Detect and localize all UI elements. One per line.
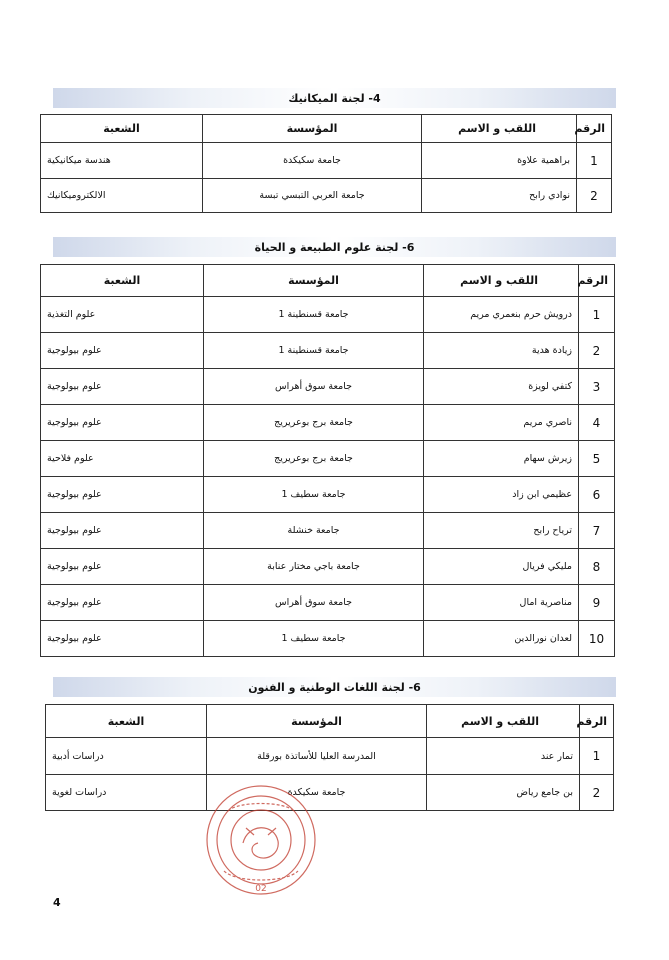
cell-name: تمار عند <box>427 738 580 775</box>
cell-institution: المدرسة العليا للأساتذة بورقلة <box>207 738 427 775</box>
cell-name: مليكي فريال <box>424 549 579 585</box>
cell-num: 3 <box>579 369 615 405</box>
cell-specialty: علوم بيولوجية <box>41 621 204 657</box>
cell-specialty: دراسات لغوية <box>46 775 207 811</box>
official-stamp <box>188 783 334 897</box>
cell-institution: جامعة سوق أهراس <box>204 585 424 621</box>
cell-institution: جامعة قسنطينة 1 <box>204 297 424 333</box>
header-name: اللقب و الاسم <box>427 705 580 738</box>
cell-num: 8 <box>579 549 615 585</box>
life-sciences-table <box>40 264 615 657</box>
cell-num: 10 <box>579 621 615 657</box>
cell-num: 1 <box>580 738 614 775</box>
cell-name: درويش حرم بنعمري مريم <box>424 297 579 333</box>
cell-institution: جامعة برج بوعريريج <box>204 441 424 477</box>
table-row <box>41 333 615 369</box>
table-row <box>41 405 615 441</box>
cell-num: 2 <box>577 179 612 213</box>
header-name: اللقب و الاسم <box>422 115 577 143</box>
cell-name: كتفي لويزة <box>424 369 579 405</box>
table-header-row <box>41 115 612 143</box>
cell-num: 2 <box>580 775 614 811</box>
table-row <box>41 143 612 179</box>
table-header-row <box>41 265 615 297</box>
header-num: الرقم <box>579 265 615 297</box>
cell-specialty: علوم بيولوجية <box>41 369 204 405</box>
cell-num: 6 <box>579 477 615 513</box>
cell-institution: جامعة سكيكدة <box>203 143 422 179</box>
cell-specialty: دراسات أدبية <box>46 738 207 775</box>
header-specialty: الشعبة <box>41 115 203 143</box>
header-name: اللقب و الاسم <box>424 265 579 297</box>
cell-institution: جامعة باجي مختار عنابة <box>204 549 424 585</box>
cell-specialty: الالكتروميكانيك <box>41 179 203 213</box>
table-row <box>41 297 615 333</box>
cell-num: 1 <box>579 297 615 333</box>
cell-name: ناصري مريم <box>424 405 579 441</box>
cell-name: زيادة هدية <box>424 333 579 369</box>
header-num: الرقم <box>577 115 612 143</box>
cell-institution: جامعة برج بوعريريج <box>204 405 424 441</box>
page-number: 4 <box>53 896 61 909</box>
section-title-mechanics <box>53 88 616 108</box>
cell-specialty: علوم بيولوجية <box>41 333 204 369</box>
cell-institution: جامعة قسنطينة 1 <box>204 333 424 369</box>
cell-name: براهمية علاوة <box>422 143 577 179</box>
cell-specialty: علوم بيولوجية <box>41 513 204 549</box>
table-row <box>46 738 614 775</box>
cell-specialty: علوم بيولوجية <box>41 585 204 621</box>
header-institution: المؤسسة <box>203 115 422 143</box>
section-title-text: 4- لجنة الميكانيك <box>288 91 381 105</box>
cell-name: بن جامع رياض <box>427 775 580 811</box>
section-title-languages-arts <box>53 677 616 697</box>
mechanics-table <box>40 114 612 213</box>
cell-specialty: علوم التغذية <box>41 297 204 333</box>
cell-name: لعدان نورالدين <box>424 621 579 657</box>
cell-institution: جامعة سطيف 1 <box>204 621 424 657</box>
cell-institution: جامعة سوق أهراس <box>204 369 424 405</box>
cell-num: 2 <box>579 333 615 369</box>
table-row <box>41 513 615 549</box>
cell-num: 4 <box>579 405 615 441</box>
table-row <box>41 179 612 213</box>
cell-name: نوادي رابح <box>422 179 577 213</box>
cell-num: 5 <box>579 441 615 477</box>
table-header-row <box>46 705 614 738</box>
table-row <box>41 441 615 477</box>
table-row <box>41 585 615 621</box>
cell-institution: جامعة سطيف 1 <box>204 477 424 513</box>
cell-num: 9 <box>579 585 615 621</box>
cell-specialty: هندسة ميكانيكية <box>41 143 203 179</box>
table-row <box>41 621 615 657</box>
stamp-seal-icon <box>188 783 334 897</box>
section-title-text: 6- لجنة علوم الطبيعة و الحياة <box>254 240 415 254</box>
header-specialty: الشعبة <box>41 265 204 297</box>
cell-specialty: علوم بيولوجية <box>41 405 204 441</box>
header-institution: المؤسسة <box>204 265 424 297</box>
table-row <box>41 369 615 405</box>
stamp-number: 02 <box>255 884 267 894</box>
table-row <box>41 549 615 585</box>
cell-name: زيرش سهام <box>424 441 579 477</box>
header-specialty: الشعبة <box>46 705 207 738</box>
cell-specialty: علوم بيولوجية <box>41 549 204 585</box>
cell-name: مناصرية امال <box>424 585 579 621</box>
cell-name: ترياح رابح <box>424 513 579 549</box>
cell-institution: جامعة العربي التبسي تبسة <box>203 179 422 213</box>
cell-num: 1 <box>577 143 612 179</box>
cell-specialty: علوم بيولوجية <box>41 477 204 513</box>
section-title-text: 6- لجنة اللغات الوطنية و الفنون <box>248 680 421 694</box>
cell-institution: جامعة خنشلة <box>204 513 424 549</box>
cell-name: عظيمي ابن زاد <box>424 477 579 513</box>
cell-num: 7 <box>579 513 615 549</box>
section-title-life-sciences <box>53 237 616 257</box>
cell-specialty: علوم فلاحية <box>41 441 204 477</box>
table-row <box>41 477 615 513</box>
header-num: الرقم <box>580 705 614 738</box>
header-institution: المؤسسة <box>207 705 427 738</box>
cell-institution: جامعة سكيكدة <box>207 775 427 811</box>
